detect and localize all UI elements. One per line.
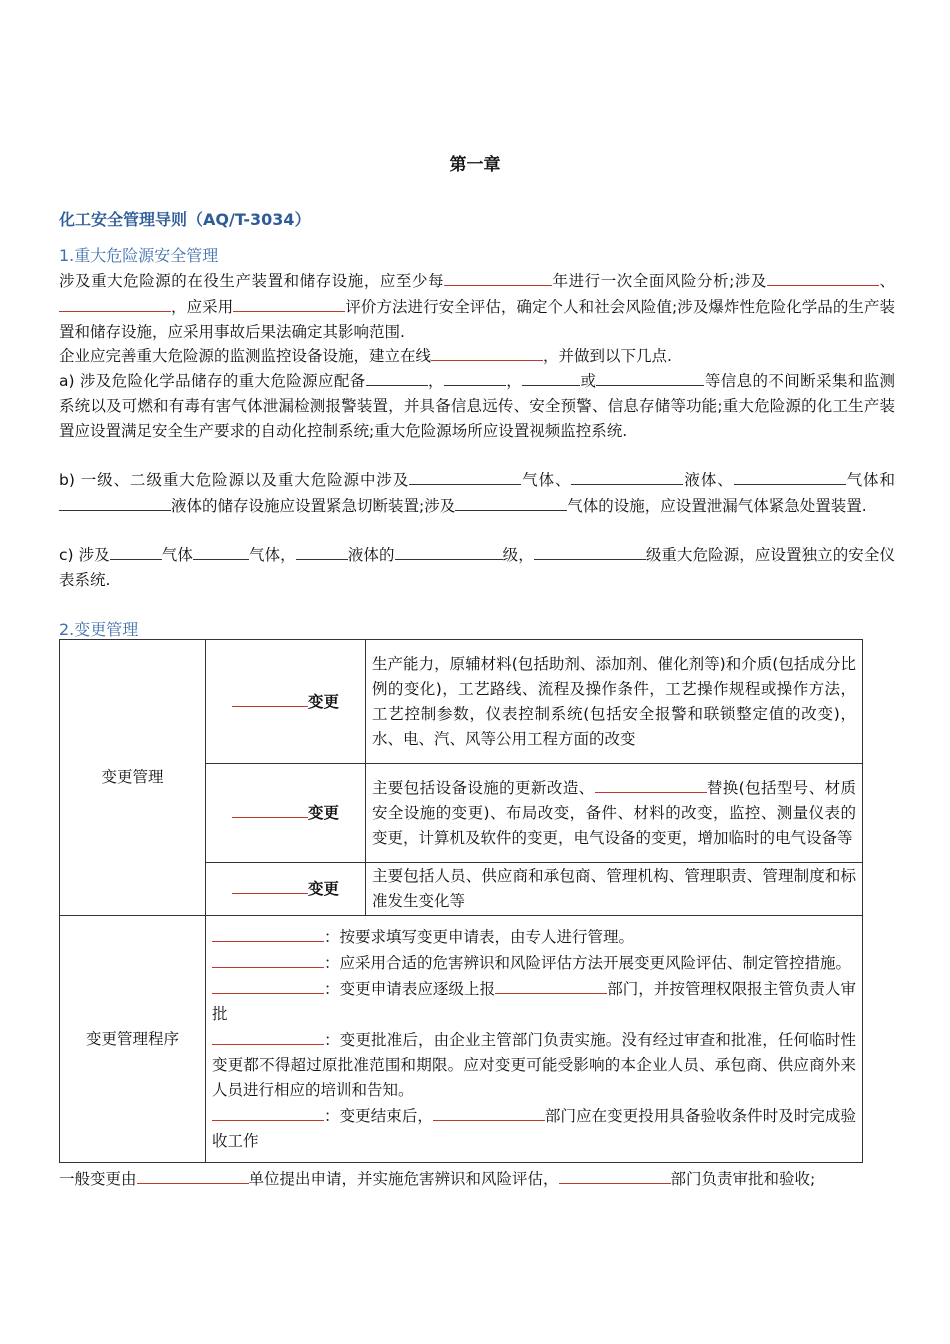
fill-blank[interactable] <box>522 368 580 386</box>
section1-item-b: b) 一级、二级重大危险源以及重大危险源中涉及 气体、 液体、 气体和液体的储存设施应设置紧急切断装置;涉及 气体的设施，应设置泄漏气体紧急处置装置. <box>59 467 895 519</box>
guideline-title: 化工安全管理导则（AQ/T-3034） <box>59 210 311 229</box>
fill-blank[interactable] <box>571 467 683 485</box>
fill-blank[interactable] <box>232 689 308 707</box>
change-management-table <box>59 639 863 1163</box>
fill-blank[interactable] <box>212 976 324 994</box>
change-procedure-steps <box>206 916 863 1163</box>
section1-item-a: a) 涉及危险化学品储存的重大危险源应配备 ， ， 或 等信息的不间断采集和监测系统以及可燃和有毒有害气体泄漏检测报警装置，并具备信息远传、安全预警、信息存储等功能;重大危险源的化工生产装置应设置满足安全生产要求的自动化控制系统;重大危险源场所应设置视频监控系统. <box>59 368 895 444</box>
fill-blank[interactable] <box>233 294 345 312</box>
fill-blank[interactable] <box>431 343 543 361</box>
fill-blank[interactable] <box>595 775 707 793</box>
change-type-description: 生产能力，原辅材料(包括助剂、添加剂、催化剂等)和介质(包括成分比例的变化)，工艺路线、流程及操作条件，工艺操作规程或操作方法，工艺控制参数，仪表控制系统(包括安全报警和联锁整定值的改变)，水、电、汽、风等公用工程方面的改变 <box>366 640 863 764</box>
fill-blank[interactable] <box>433 1103 545 1121</box>
fill-blank[interactable] <box>212 950 324 968</box>
section1-heading: 1.重大危险源安全管理 <box>59 246 219 265</box>
change-type-cell: 变更 <box>206 863 366 916</box>
fill-blank[interactable] <box>193 542 249 560</box>
fill-blank[interactable] <box>212 1103 324 1121</box>
change-type-cell: 变更 <box>206 640 366 764</box>
table-row <box>60 916 863 1163</box>
procedure-step: ：变更申请表应逐级上报 部门，并按管理权限报主管负责人审批 <box>212 976 856 1027</box>
fill-blank[interactable] <box>232 800 308 818</box>
procedure-step: ：变更批准后，由企业主管部门负责实施。没有经过审查和批准，任何临时性变更都不得超过原批准范围和期限。应对变更可能受影响的本企业人员、承包商、供应商外来人员进行相应的培训和告知。 <box>212 1027 856 1103</box>
fill-blank[interactable] <box>596 368 704 386</box>
change-type-cell: 变更 <box>206 764 366 863</box>
fill-blank[interactable] <box>59 294 171 312</box>
general-change-paragraph: 一般变更由 单位提出申请，并实施危害辨识和风险评估， 部门负责审批和验收; <box>59 1166 895 1192</box>
procedure-step: ：按要求填写变更申请表，由专人进行管理。 <box>212 924 856 950</box>
fill-blank[interactable] <box>534 542 646 560</box>
section1-paragraph2: 企业应完善重大危险源的监测监控设备设施，建立在线 ，并做到以下几点. <box>59 343 895 369</box>
table-row <box>60 640 863 764</box>
fill-blank[interactable] <box>734 467 846 485</box>
section1-item-c: c) 涉及 气体 气体， 液体的 级， 级重大危险源，应设置独立的安全仪表系统. <box>59 542 895 593</box>
procedure-step: ：变更结束后， 部门应在变更投用具备验收条件时及时完成验收工作 <box>212 1103 856 1154</box>
row-label-change-management: 变更管理 <box>60 640 206 916</box>
fill-blank[interactable] <box>559 1166 671 1184</box>
fill-blank[interactable] <box>444 368 506 386</box>
fill-blank[interactable] <box>444 268 552 286</box>
fill-blank[interactable] <box>409 467 521 485</box>
change-type-description: 主要包括设备设施的更新改造、 替换(包括型号、材质安全设施的变更)、布局改变，备件、材料的改变，监控、测量仪表的变更，计算机及软件的变更，电气设备的变更，增加临时的电气设备等 <box>366 764 863 863</box>
section2-heading: 2.变更管理 <box>59 620 139 639</box>
fill-blank[interactable] <box>232 876 308 894</box>
change-type-description: 主要包括人员、供应商和承包商、管理机构、管理职责、管理制度和标准发生变化等 <box>366 863 863 916</box>
fill-blank[interactable] <box>296 542 348 560</box>
chapter-title: 第一章 <box>449 155 501 175</box>
fill-blank[interactable] <box>366 368 428 386</box>
fill-blank[interactable] <box>110 542 162 560</box>
fill-blank[interactable] <box>767 268 879 286</box>
fill-blank[interactable] <box>395 542 503 560</box>
procedure-step: ：应采用合适的危害辨识和风险评估方法开展变更风险评估、制定管控措施。 <box>212 950 856 976</box>
fill-blank[interactable] <box>495 976 607 994</box>
fill-blank[interactable] <box>455 493 567 511</box>
fill-blank[interactable] <box>59 493 171 511</box>
fill-blank[interactable] <box>212 924 324 942</box>
fill-blank[interactable] <box>212 1027 324 1045</box>
fill-blank[interactable] <box>137 1166 249 1184</box>
row-label-change-procedure: 变更管理程序 <box>60 916 206 1163</box>
section1-paragraph1: 涉及重大危险源的在役生产装置和储存设施，应至少每 年进行一次全面风险分析;涉及 、，应采用 评价方法进行安全评估，确定个人和社会风险值;涉及爆炸性危险化学品的生产装置和储存设施，应采用事故后果法确定其影响范围. <box>59 268 895 345</box>
